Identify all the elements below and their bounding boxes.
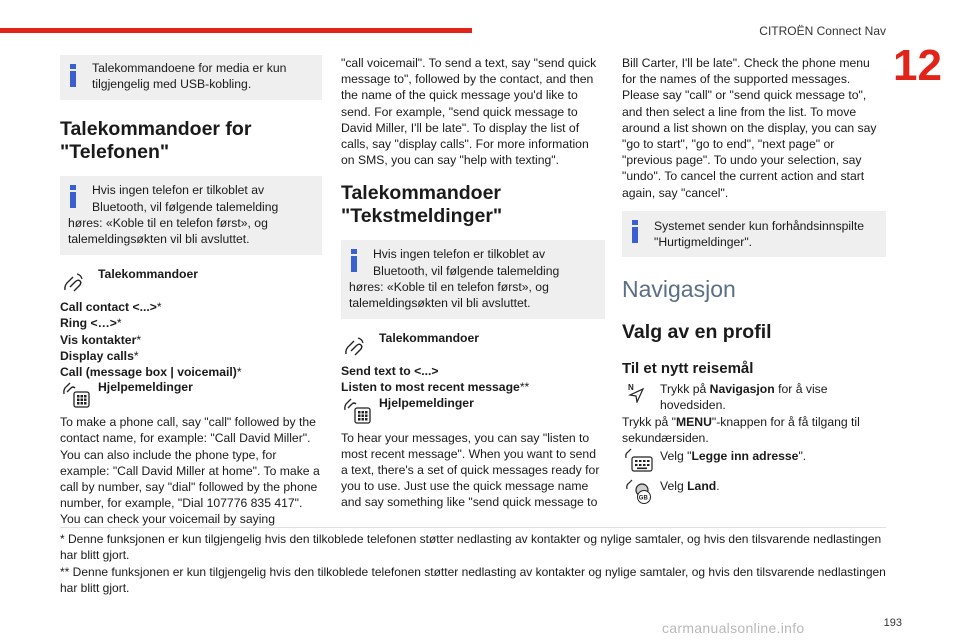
command-item: Display calls* (60, 348, 139, 363)
info-note (341, 240, 605, 319)
country-flag-icon (624, 478, 654, 506)
compass-letter: N (628, 383, 634, 393)
command-item: Send text to <...> (341, 364, 439, 379)
column-3 (622, 55, 886, 508)
body-paragraph: To hear your messages, you can say "listen to most recent message". When you want to send a text, there's a set of quick messages ready for you to use. Just use the quick message name and say something like "send quick message to (341, 430, 600, 510)
body-paragraph: Bill Carter, I'll be late". Check the phone menu for the names of the supported messages. Please say "call" or "send quick message to", and then select a line from the list. To move around a list shown on the display, you can say "go to start", "go to end", "next page" or "previous page". To undo your selection, say "undo". To cancel the current action and start again, say "cancel". (622, 56, 877, 200)
page-number: 193 (883, 617, 902, 629)
help-label-text: Hjelpemeldinger (98, 380, 193, 395)
step-enter-address: Velg "Legge inn adresse". (622, 448, 886, 478)
compass-arrow-icon (624, 381, 646, 403)
step-navigation: N Trykk på Navigasjon for å vise hovedsiden. (622, 381, 886, 413)
footnotes (60, 531, 886, 597)
watermark: carmanualsonline.info (662, 620, 805, 636)
footnote-divider (60, 527, 886, 528)
voice-commands-label (341, 331, 605, 361)
info-note (60, 55, 322, 100)
info-note-text-cont: høres: «Koble til en telefon først», og talemeldingsøkten vil bli avsluttet. (68, 215, 268, 247)
subheading-nytt-reisemal: Til et nytt reisemål (622, 360, 754, 378)
info-icon (351, 249, 357, 271)
body-paragraph: "call voicemail". To send a text, say "send quick message to", followed by the contact, and then the name of the quick message you'd like to send. For example, "send quick message to David Miller, I'll be late". To display the list of calls, say "display calls". For more information on SMS, you can say "help with texting". (341, 56, 597, 168)
info-note-text: Hvis ingen telefon er tilkoblet av Bluetooth, vil følgende talemelding (373, 247, 560, 278)
command-list (60, 299, 322, 380)
header-accent-bar (0, 28, 472, 33)
commands-label-text: Talekommandoer (98, 267, 199, 282)
step-menu: Trykk på "MENU"-knappen for å få tilgang til sekundærsiden. (622, 414, 860, 445)
command-item: Call contact <...>* (60, 300, 162, 315)
section-heading-telefonen: Talekommandoer for "Telefonen" (60, 118, 252, 164)
chapter-number: 12 (893, 41, 942, 90)
info-note-text: Talekommandoene for media er kun tilgjengelig med USB-kobling. (92, 61, 287, 92)
section-heading-tekstmeldinger: Talekommandoer "Tekstmeldinger" (341, 182, 503, 228)
commands-label-text: Talekommandoer (379, 331, 480, 346)
command-item: Ring <…>* (60, 316, 122, 331)
command-item: Listen to most recent message** (341, 380, 530, 395)
voice-commands-label (60, 267, 322, 297)
flag-badge-text: GB (638, 495, 648, 502)
header-title: CITROËN Connect Nav (759, 24, 886, 38)
column-2 (341, 55, 605, 511)
help-label-text: Hjelpemeldinger (379, 395, 474, 410)
section-title-navigasjon: Navigasjon (622, 276, 736, 303)
heading-valg-av-profil: Valg av en profil (622, 321, 772, 344)
column-1 (60, 55, 322, 528)
info-icon (70, 64, 76, 86)
info-note-text: Systemet sender kun forhåndsinnspilte "Hurtigmeldinger". (654, 218, 865, 250)
command-item: Call (message box | voicemail)* (60, 365, 242, 380)
body-paragraph: To make a phone call, say "call" followed by the contact name, for example: "Call David Miller". You can also include the phone type, for example: "Call David Miller at home". To make a call by number, say "dial" followed by the phone number, for example, "Dial 107776 835 417". You can check your voicemail by saying (60, 415, 320, 527)
command-list (341, 363, 605, 395)
footnote: * Denne funksjonen er kun tilgjengelig hvis den tilkoblede telefonen støtter nedlasting av kontakter og nylige samtaler, og hvis den tilsvarende nedlastingen har blitt gjort. (60, 532, 882, 563)
info-note-text-cont: høres: «Koble til en telefon først», og talemeldingsøkten vil bli avsluttet. (349, 279, 549, 311)
voice-command-icon (62, 271, 84, 293)
help-messages-icon (62, 380, 92, 410)
command-item: Vis kontakter* (60, 332, 142, 347)
keyboard-icon (624, 448, 654, 474)
help-messages-label (60, 380, 322, 412)
step-country: GB Velg Land. (622, 478, 886, 508)
info-icon (632, 220, 638, 242)
help-messages-label (341, 396, 605, 428)
info-note (60, 176, 322, 255)
info-note-text: Hvis ingen telefon er tilkoblet av Bluetooth, vil følgende talemelding (92, 183, 279, 214)
voice-command-icon (343, 335, 365, 357)
help-messages-icon (343, 396, 373, 426)
info-icon (70, 185, 76, 207)
info-note (622, 211, 886, 257)
footnote: ** Denne funksjonen er kun tilgjengelig hvis den tilkoblede telefonen støtter nedlasting av kontakter og nylige samtaler, og hvis den tilsvarende nedlastingen har blitt gjort. (60, 564, 886, 596)
